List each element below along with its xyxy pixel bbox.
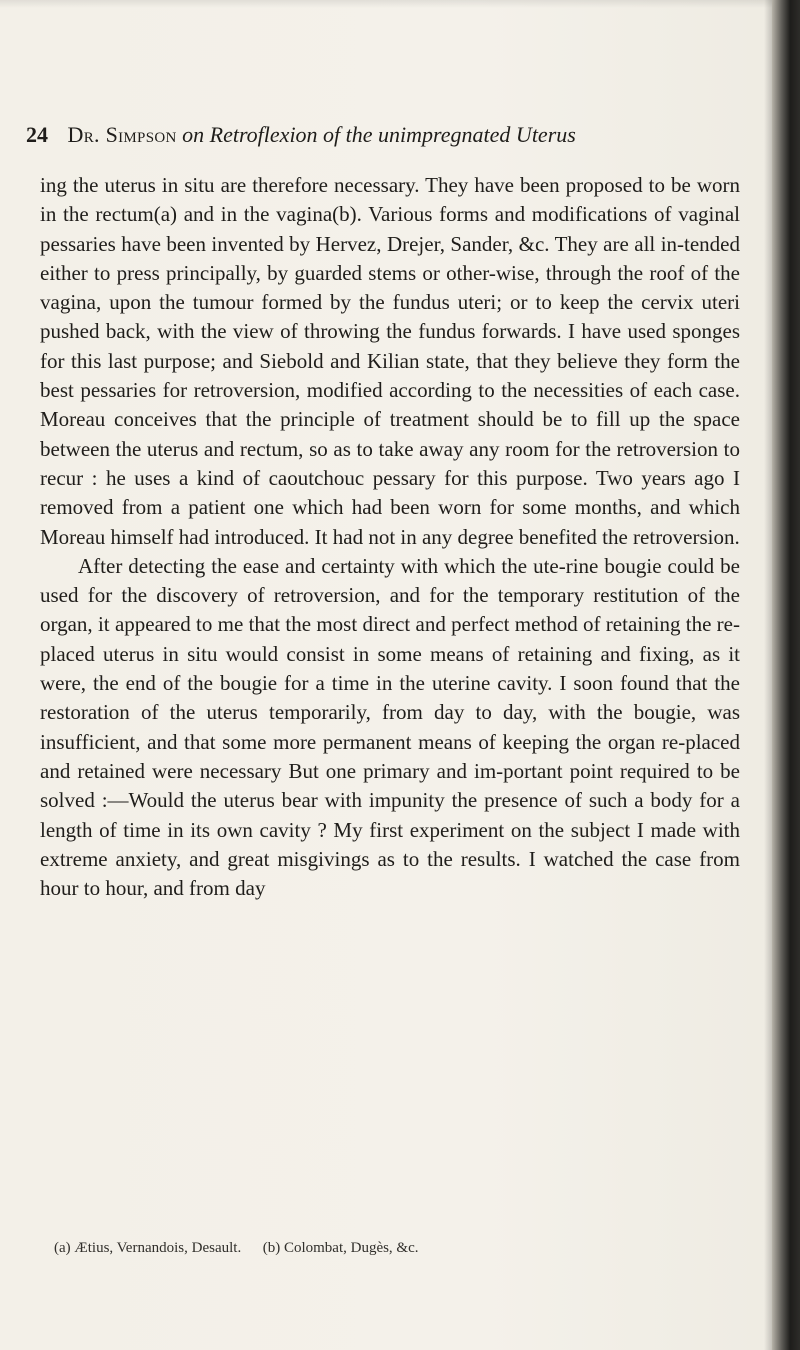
- author-name: Dr. Simpson: [67, 122, 177, 147]
- page-title: Retroflexion of the unimpregnated Uterus: [209, 122, 576, 147]
- footnote-b: (b) Colombat, Dugès, &c.: [262, 1240, 419, 1256]
- paragraph-2: After detecting the ease and certainty with which the ute-rine bougie could be used for the discovery of retroversion, and for the temporary restitution of the organ, it appeared to me that the most direct and perfect method of retaining the re-placed uterus in situ would consist in some means of retaining and fixing, as it were, the end of the bougie for a time in the uterine cavity. I soon found that the restoration of the uterus temporarily, from day to day, with the bougie, was insufficient, and that some more permanent means of keeping the organ re-placed and retained were necessary But one primary and im-portant point required to be solved :—Would the uterus bear with impunity the presence of such a body for a length of time in its own cavity ? My first experiment on the subject I made with extreme anxiety, and great misgivings as to the results. I watched the case from hour to hour, and from day: [40, 553, 740, 901]
- paragraph-1: ing the uterus in situ are therefore necessary. They have been proposed to be worn in the rectum(a) and in the vagina(b). Various forms and modifications of vaginal pessaries have been invented by Hervez, Drejer, Sander, &c. They are all in-tended either to press principally, by guarded stems or other-wise, through the roof of the vagina, upon the tumour formed by the fundus uteri; or to keep the cervix uteri pushed back, with the view of throwing the fundus forwards. I have used sponges for this last purpose; and Siebold and Kilian state, that they believe they form the best pessaries for retroversion, modified according to the necessities of each case. Moreau conceives that the principle of treatment should be to fill up the space between the uterus and rectum, so as to take away any room for the retroversion to recur : he uses a kind of caoutchouc pessary for this purpose. Two years ago I removed from a patient one which had been worn for some months, and which Moreau himself had introduced. It had not in any degree benefited the retroversion.: [40, 173, 740, 549]
- page-number: 24: [26, 122, 48, 147]
- page-top-shadow: [0, 0, 772, 8]
- footnote-a: (a) Ætius, Vernandois, Desault.: [54, 1240, 242, 1256]
- main-text: [40, 171, 740, 1231]
- footnotes: [54, 1237, 744, 1259]
- running-head: [26, 120, 766, 150]
- book-binding-edge: [772, 0, 800, 1350]
- title-prefix: on: [182, 122, 205, 147]
